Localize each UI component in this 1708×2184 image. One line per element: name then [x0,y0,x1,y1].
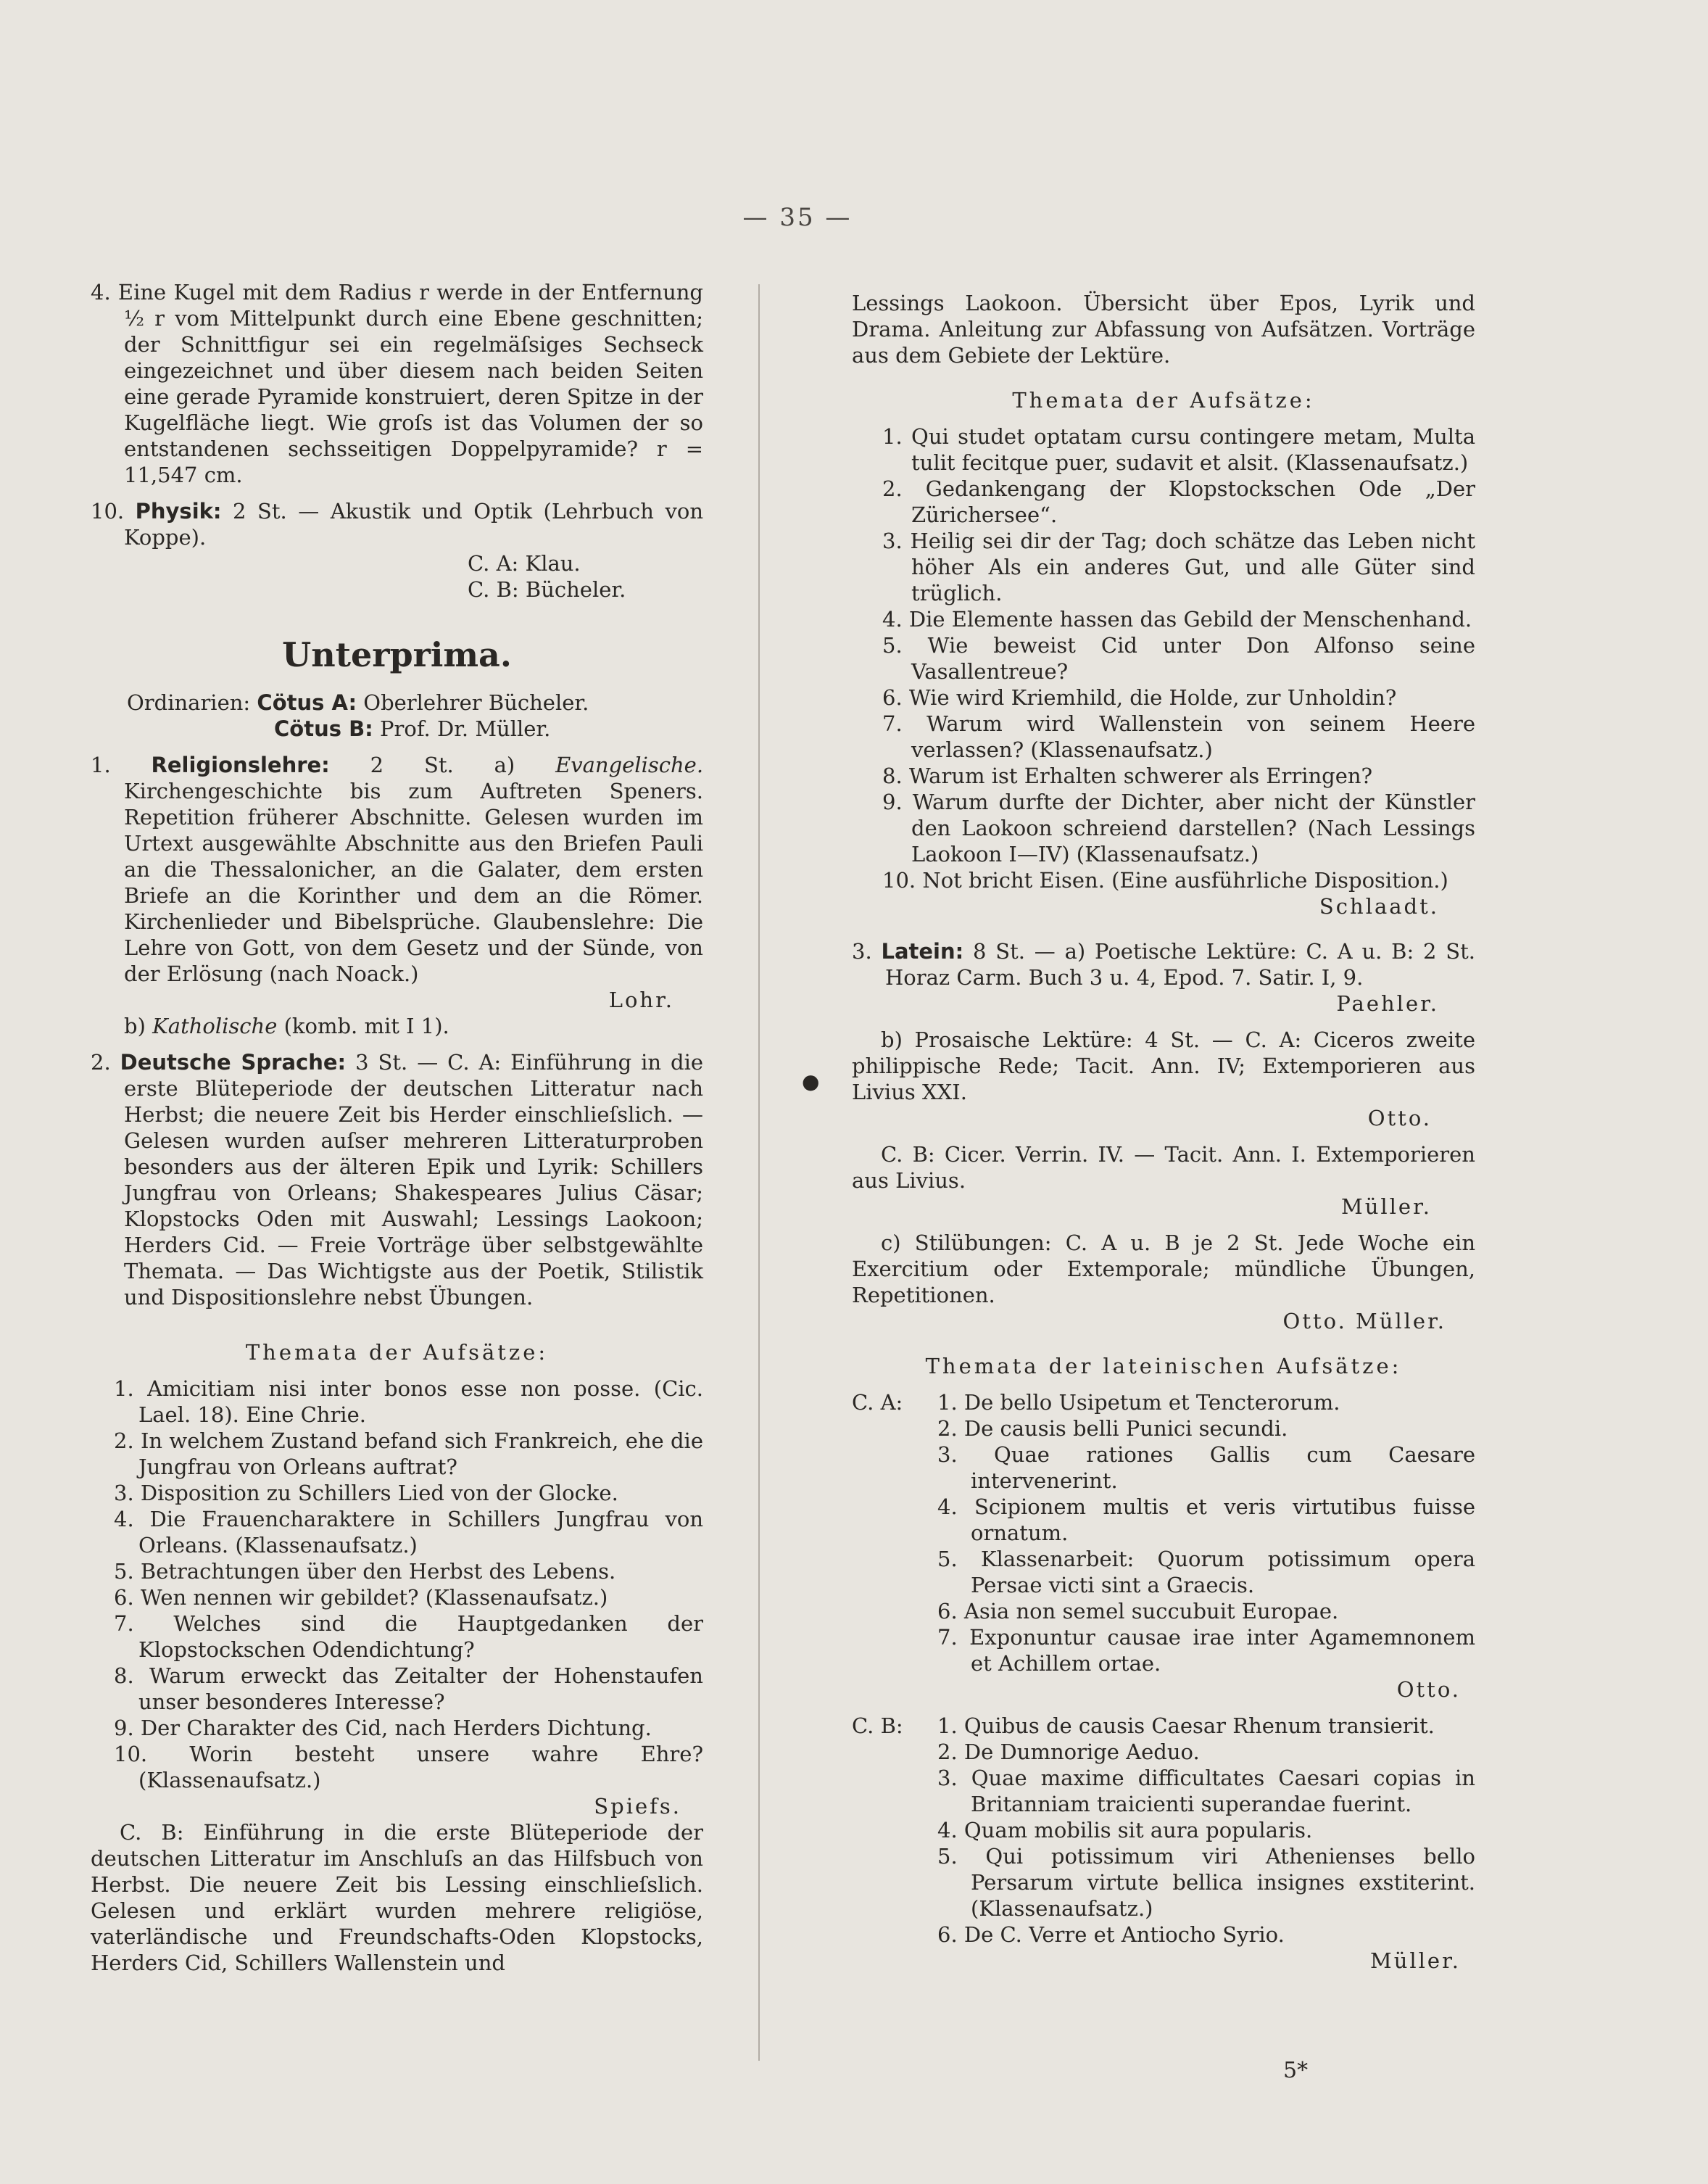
cotus-b-label: Cötus B: [274,716,373,741]
column-divider [758,284,760,2061]
ordinarien-label: Ordinarien: [127,690,251,715]
footer-mark: 5* [1283,2058,1309,2083]
left-column [91,279,703,1976]
list-item: 9. Warum durfte der Dichter, aber nicht der Künstler den Laokoon schreiend darstellen? (Nach Lessings Laokoon I—IV) (Klassenaufsatz.) [882,790,1475,866]
physik-number: 10. [91,499,125,524]
deutsch-title: Deutsche Sprache: [120,1050,347,1075]
list-item: 6. Asia non semel succubuit Europae. [937,1599,1339,1623]
list-item: 6. Wen nennen wir gebildet? (Klassenaufsatz.) [114,1585,608,1610]
deutsch-themata-heading: Themata der Aufsätze: [245,1340,549,1365]
list-item: 6. De C. Verre et Antiocho Syrio. [937,1922,1285,1947]
right-themata-signature: Schlaadt. [1319,894,1439,919]
religion-b-text: (komb. mit I 1). [283,1014,449,1038]
latein-b-signature: Otto. [1367,1106,1432,1130]
latein-c-signature: Otto. Müller. [1282,1309,1446,1333]
religion-number: 1. [91,753,111,777]
list-item: 6. Wie wird Kriemhild, die Holde, zur Unholdin? [882,685,1397,710]
list-item: 2. Gedankengang der Klopstockschen Ode „Der Zürichersee“. [882,476,1475,527]
religion-text: Kirchengeschichte bis zum Auftreten Speners. Repetition früherer Abschnitte. Gelesen wurden im Urtext ausgewählte Abschnitte aus den Briefen Pauli an die Thessalonicher, an die Galater, dem ersten Briefe an die Korinther und dem an die Römer. Kirchenlieder und Bibelsprüche. Glaubenslehre: Die Lehre von Gott, von dem Gesetz und der Sünde, von der Erlösung (nach Noack.) [124,779,703,986]
ordinarien-a [91,690,703,716]
ca-list [937,1389,1475,1676]
latein-section [852,938,1475,990]
list-item: 2. In welchem Zustand befand sich Frankreich, ehe die Jungfrau von Orleans auftrat? [114,1428,703,1479]
deutsch-continuation: Lessings Laokoon. Übersicht über Epos, Lyrik und Drama. Anleitung zur Abfassung von Aufsätzen. Vorträge aus dem Gebiete der Lektüre. [852,291,1475,368]
list-item: 8. Warum erweckt das Zeitalter der Hohenstaufen unser besonderes Interesse? [114,1663,703,1714]
religion-b-pre: b) [124,1014,146,1038]
math-item-4: 4. Eine Kugel mit dem Radius r werde in der Entfernung ½ r vom Mittelpunkt durch eine Ebene geschnitten; der Schnittfigur sei ein regelmäſsiges Sechseck eingezeichnet und über diesem nach beiden Seiten eine gerade Pyramide konstruiert, deren Spitze in der Kugelfläche liegt. Wie groſs ist das Volumen der so entstandenen sechsseitigen Doppelpyramide? r = 11,547 cm. [91,280,703,487]
latein-a-text: 8 St. — a) Poetische Lektüre: C. A u. B: 2 St. Horaz Carm. Buch 3 u. 4, Epod. 7. Satir. I, 9. [885,939,1475,990]
list-item: 7. Welches sind die Hauptgedanken der Klopstockschen Odendichtung? [114,1611,703,1662]
physik-text: 2 St. — Akustik und Optik (Lehrbuch von Koppe). [124,499,703,550]
right-themata-heading: Themata der Aufsätze: [1012,388,1315,413]
ordinarien-b [91,716,703,742]
latein-ca-group [852,1389,1475,1676]
list-item: 2. De causis belli Punici secundi. [937,1416,1288,1441]
religion-evangelisch: Evangelische. [555,753,704,777]
religion-pre: 2 St. a) [370,753,515,777]
list-item: 7. Exponuntur causae irae inter Agamemnonem et Achillem ortae. [937,1625,1475,1676]
list-item: 9. Der Charakter des Cid, nach Herders Dichtung. [114,1716,652,1740]
physik-section [91,498,703,550]
list-item: 2. De Dumnorige Aeduo. [937,1740,1200,1764]
latein-b2-text: C. B: Cicer. Verrin. IV. — Tacit. Ann. I. Extemporieren aus Livius. [852,1142,1475,1193]
list-item: 1. Qui studet optatam cursu contingere metam, Multa tulit fecitque puer, sudavit et alsit. (Klassenaufsatz.) [882,424,1475,475]
list-item: 4. Die Frauencharaktere in Schillers Jungfrau von Orleans. (Klassenaufsatz.) [114,1507,703,1558]
list-item: 5. Betrachtungen über den Herbst des Lebens. [114,1559,616,1584]
list-item: 7. Warum wird Wallenstein von seinem Heere verlassen? (Klassenaufsatz.) [882,711,1475,762]
list-item: 5. Qui potissimum viri Athenienses bello Persarum virtute bellica insignes exstiterint. (Klassenaufsatz.) [937,1844,1475,1921]
list-item: 4. Scipionem multis et veris virtutibus fuisse ornatum. [937,1494,1475,1545]
physik-teacher-b: C. B: Bücheler. [468,577,626,602]
deutsch-themata-list [91,1376,703,1793]
religion-title: Religionslehre: [151,753,330,777]
list-item: 10. Worin besteht unsere wahre Ehre? (Klassenaufsatz.) [114,1742,703,1792]
religion-section [91,752,703,987]
latein-c-text: c) Stilübungen: C. A u. B je 2 St. Jede Woche ein Exercitium oder Extemporale; mündliche Übungen, Repetitionen. [852,1230,1475,1307]
cb-label: C. B: [852,1713,903,1738]
cb-signature: Müller. [1370,1948,1461,1973]
deutsch-themata-signature: Spiefs. [594,1794,681,1819]
physik-title: Physik: [135,499,222,524]
latein-number: 3. [852,939,872,964]
list-item: 4. Quam mobilis sit aura popularis. [937,1818,1313,1842]
page-number: — 35 — [742,203,853,232]
list-item: 4. Die Elemente hassen das Gebild der Menschenhand. [882,607,1472,632]
latein-cb-group [852,1713,1475,1948]
cb-list [937,1713,1475,1948]
religion-b-katholisch: Katholische [152,1014,278,1038]
list-item: 3. Quae maxime difficultates Caesari copias in Britanniam traicienti superandae fuerint. [937,1766,1475,1816]
list-item: 10. Not bricht Eisen. (Eine ausführliche Disposition.) [882,868,1448,893]
ca-signature: Otto. [1396,1677,1461,1702]
religion-signature: Lohr. [608,988,674,1012]
right-themata-list [852,423,1475,893]
deutsch-cb-text: C. B: Einführung in die erste Blüteperiode der deutschen Litteratur im Anschluſs an das Hilfsbuch von Herbst. Die neuere Zeit bis Lessing einschlieſslich. Gelesen und erklärt wurden mehrere religiöse, vaterländische und Freundschafts-Oden Klopstocks, Herders Cid, Schillers Wallenstein und [91,1820,703,1975]
deutsch-number: 2. [91,1050,111,1075]
latein-b2-signature: Müller. [1341,1194,1432,1219]
list-item: 8. Warum ist Erhalten schwerer als Erringen? [882,764,1373,788]
cotus-a-label: Cötus A: [257,690,357,715]
cotus-b-name: Prof. Dr. Müller. [380,716,551,741]
latein-a-signature: Paehler. [1336,991,1439,1016]
list-item: 1. De bello Usipetum et Tencterorum. [937,1390,1340,1415]
latein-title: Latein: [881,939,964,964]
list-item: 3. Quae rationes Gallis cum Caesare intervenerint. [937,1442,1475,1493]
physik-teacher-a: C. A: Klau. [468,551,581,576]
list-item: 3. Disposition zu Schillers Lied von der Glocke. [114,1481,618,1505]
latein-themata-heading: Themata der lateinischen Aufsätze: [925,1354,1402,1378]
cotus-a-name: Oberlehrer Bücheler. [363,690,589,715]
religion-b [91,1013,703,1039]
right-column [852,290,1475,1974]
section-heading: Unterprima. [282,635,512,674]
list-item: 1. Quibus de causis Caesar Rhenum transierit. [937,1713,1435,1738]
list-item: 5. Wie beweist Cid unter Don Alfonso seine Vasallentreue? [882,633,1475,684]
deutsch-text: 3 St. — C. A: Einführung in die erste Blüteperiode der deutschen Litteratur nach Herbst; die neuere Zeit bis Herder einschlieſslich. — Gelesen wurden auſser mehreren Litteraturproben besonders aus der älteren Epik und Lyrik: Schillers Jungfrau von Orleans; Shakespeares Julius Cäsar; Klopstocks Oden mit Auswahl; Lessings Laokoon; Herders Cid. — Freie Vorträge über selbstgewählte Themata. — Das Wichtigste aus der Poetik, Stilistik und Dispositionslehre nebst Übungen. [124,1050,704,1310]
list-item: 5. Klassenarbeit: Quorum potissimum opera Persae victi sint a Graecis. [937,1547,1475,1597]
deutsch-section [91,1049,703,1310]
list-item: 3. Heilig sei dir der Tag; doch schätze das Leben nicht höher Als ein anderes Gut, und alle Güter sind trüglich. [882,529,1475,605]
list-item: 1. Amicitiam nisi inter bonos esse non posse. (Cic. Lael. 18). Eine Chrie. [114,1376,703,1427]
ca-label: C. A: [852,1390,903,1415]
decorative-dot: ● [802,1070,820,1093]
latein-b-text: b) Prosaische Lektüre: 4 St. — C. A: Ciceros zweite philippische Rede; Tacit. Ann. IV; Extemporieren aus Livius XXI. [852,1027,1475,1104]
